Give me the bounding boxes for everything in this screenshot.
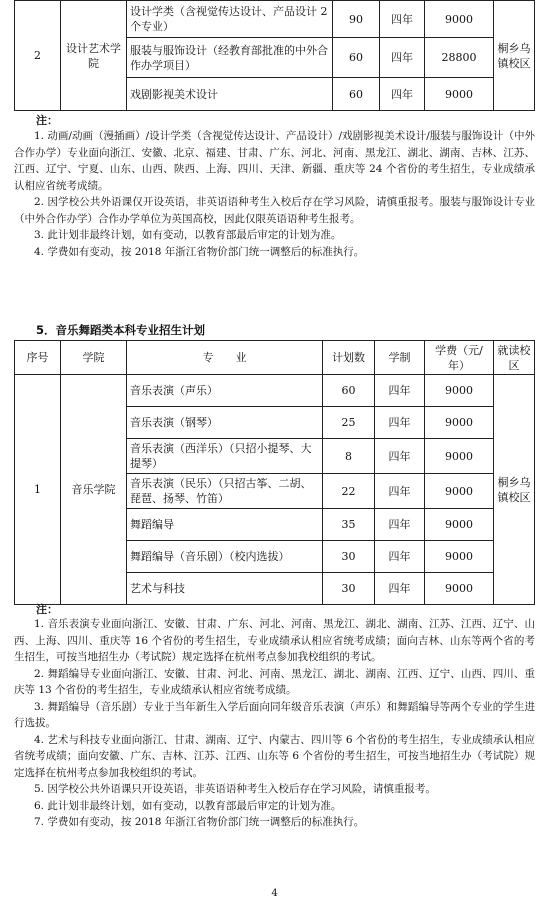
section-title: 5．音乐舞蹈类本科专业招生计划 bbox=[36, 323, 205, 337]
count-cell: 60 bbox=[333, 78, 380, 111]
note-item: 4. 学费如有变动，按 2018 年浙江省物价部门统一调整后的标准执行。 bbox=[34, 245, 365, 258]
count-cell: 90 bbox=[333, 1, 380, 38]
fee-cell: 9000 bbox=[425, 509, 494, 541]
fee-cell: 9000 bbox=[425, 78, 494, 111]
count-cell: 22 bbox=[323, 474, 375, 509]
note-item: 7. 学费如有变动，按 2018 年浙江省物价部门统一调整后的标准执行。 bbox=[34, 816, 365, 828]
seq-cell: 1 bbox=[15, 375, 61, 605]
fee-cell: 9000 bbox=[425, 573, 494, 605]
note-item: 6. 此计划非最终计划，如有变动，以教育部最后审定的计划为准。 bbox=[34, 799, 342, 812]
note-item: 3. 舞蹈编导（音乐剧）专业于当年新生入学后面向同年级音乐表演（声乐）和舞蹈编导等两个专业的学生进行选拔。 bbox=[14, 700, 535, 729]
fee-cell: 28800 bbox=[425, 38, 494, 78]
note-item: 4. 艺术与科技专业面向浙江、甘肃、湖南、辽宁、内蒙古、四川等 6 个省份的考生招生，专业成绩承认相应省统考成绩；面向安徽、广东、吉林、江苏、江西、山东等 6 个省份的考生招生，可按当地招生办（考试院）规定选择在杭州考点参加我校组织的考试。 bbox=[14, 733, 535, 779]
duration-cell: 四年 bbox=[380, 1, 425, 38]
duration-cell: 四年 bbox=[375, 439, 425, 474]
note-item: 3. 此计划非最终计划，如有变动，以教育部最后审定的计划为准。 bbox=[34, 229, 342, 241]
table-row bbox=[15, 1, 535, 38]
header-seq: 序号 bbox=[15, 341, 61, 375]
table-header-row bbox=[15, 341, 535, 375]
notes-label: 注： bbox=[36, 114, 58, 127]
campus-cell: 桐乡乌镇校区 bbox=[494, 375, 535, 605]
note-item: 1. 音乐表演专业面向浙江、安徽、甘肃、广东、河北、河南、黑龙江、湖北、湖南、江苏、江西、辽宁、山西、上海、四川、重庆等 16 个省份的考生招生，专业成绩承认相应省统考成绩；面向吉林、山东等两个省的考生招生，可按当地招生办（考试院）规定选择在杭州考点参加我校组织的考试。 bbox=[14, 618, 535, 663]
header-campus: 就读校区 bbox=[494, 341, 535, 375]
count-cell: 8 bbox=[323, 439, 375, 474]
duration-cell: 四年 bbox=[375, 407, 425, 439]
duration-cell: 四年 bbox=[380, 38, 425, 78]
note-item: 2. 因学校公共外语课仅开设英语，非英语语种考生入校后存在学习风险，请慎重报考。服装与服饰设计专业（中外合作办学）合作办学单位为英国高校，因此仅限英语语种考生报考。 bbox=[14, 196, 535, 225]
count-cell: 60 bbox=[323, 375, 375, 407]
duration-cell: 四年 bbox=[375, 375, 425, 407]
design-college-plan-table bbox=[14, 0, 535, 111]
duration-cell: 四年 bbox=[375, 573, 425, 605]
page-number: 4 bbox=[271, 888, 278, 899]
major-cell: 音乐表演（声乐） bbox=[127, 375, 323, 407]
fee-cell: 9000 bbox=[425, 1, 494, 38]
duration-cell: 四年 bbox=[380, 78, 425, 111]
major-cell: 服装与服饰设计（经教育部批准的中外合作办学项目） bbox=[127, 38, 333, 78]
count-cell: 35 bbox=[323, 509, 375, 541]
fee-cell: 9000 bbox=[425, 375, 494, 407]
count-cell: 30 bbox=[323, 541, 375, 573]
notes-block bbox=[14, 616, 535, 831]
major-cell: 音乐表演（钢琴） bbox=[127, 407, 323, 439]
count-cell: 25 bbox=[323, 407, 375, 439]
campus-cell: 桐乡乌镇校区 bbox=[494, 1, 535, 111]
header-college: 学院 bbox=[61, 341, 127, 375]
header-fee: 学费（元/年） bbox=[425, 341, 494, 375]
college-cell: 音乐学院 bbox=[61, 375, 127, 605]
fee-cell: 9000 bbox=[425, 439, 494, 474]
notes-label: 注： bbox=[36, 603, 58, 616]
fee-cell: 9000 bbox=[425, 541, 494, 573]
duration-cell: 四年 bbox=[375, 474, 425, 509]
count-cell: 30 bbox=[323, 573, 375, 605]
college-cell: 设计艺术学院 bbox=[61, 1, 127, 111]
count-cell: 60 bbox=[333, 38, 380, 78]
major-cell: 设计学类（含视觉传达设计、产品设计 2 个专业） bbox=[127, 1, 333, 38]
note-item: 1. 动画/动画（漫插画）/设计学类（含视觉传达设计、产品设计）/戏剧影视美术设计/服装与服饰设计（中外合作办学）专业面向浙江、安徽、北京、福建、甘肃、广东、河北、河南、黑龙江、湖北、湖南、吉林、江苏、江西、辽宁、宁夏、山东、山西、陕西、上海、四川、天津、新疆、重庆等 24 个省份的考生招生，专业成绩承认相应省统考成绩。 bbox=[14, 130, 535, 192]
duration-cell: 四年 bbox=[375, 541, 425, 573]
major-cell: 音乐表演（民乐）（只招古筝、二胡、琵琶、扬琴、竹笛） bbox=[127, 474, 323, 509]
major-cell: 艺术与科技 bbox=[127, 573, 323, 605]
header-duration: 学制 bbox=[375, 341, 425, 375]
major-cell: 戏剧影视美术设计 bbox=[127, 78, 333, 111]
note-item: 5. 因学校公共外语课只开设英语，非英语语种考生入校后存在学习风险，请慎重报考。 bbox=[34, 783, 436, 795]
major-cell: 舞蹈编导（音乐剧）（校内选拔） bbox=[127, 541, 323, 573]
fee-cell: 9000 bbox=[425, 407, 494, 439]
table-row bbox=[15, 375, 535, 407]
music-dance-plan-table bbox=[14, 340, 535, 605]
note-item: 2. 舞蹈编导专业面向浙江、安徽、甘肃、河北、河南、黑龙江、湖北、湖南、江西、辽宁、山西、四川、重庆等 13 个省份的考生招生，专业成绩承认相应省统考成绩。 bbox=[14, 667, 535, 696]
major-cell: 音乐表演（西洋乐）（只招小提琴、大提琴） bbox=[127, 439, 323, 474]
header-major: 专 业 bbox=[127, 341, 323, 375]
notes-block bbox=[14, 128, 535, 260]
fee-cell: 9000 bbox=[425, 474, 494, 509]
header-count: 计划数 bbox=[323, 341, 375, 375]
major-cell: 舞蹈编导 bbox=[127, 509, 323, 541]
duration-cell: 四年 bbox=[375, 509, 425, 541]
seq-cell: 2 bbox=[15, 1, 61, 111]
